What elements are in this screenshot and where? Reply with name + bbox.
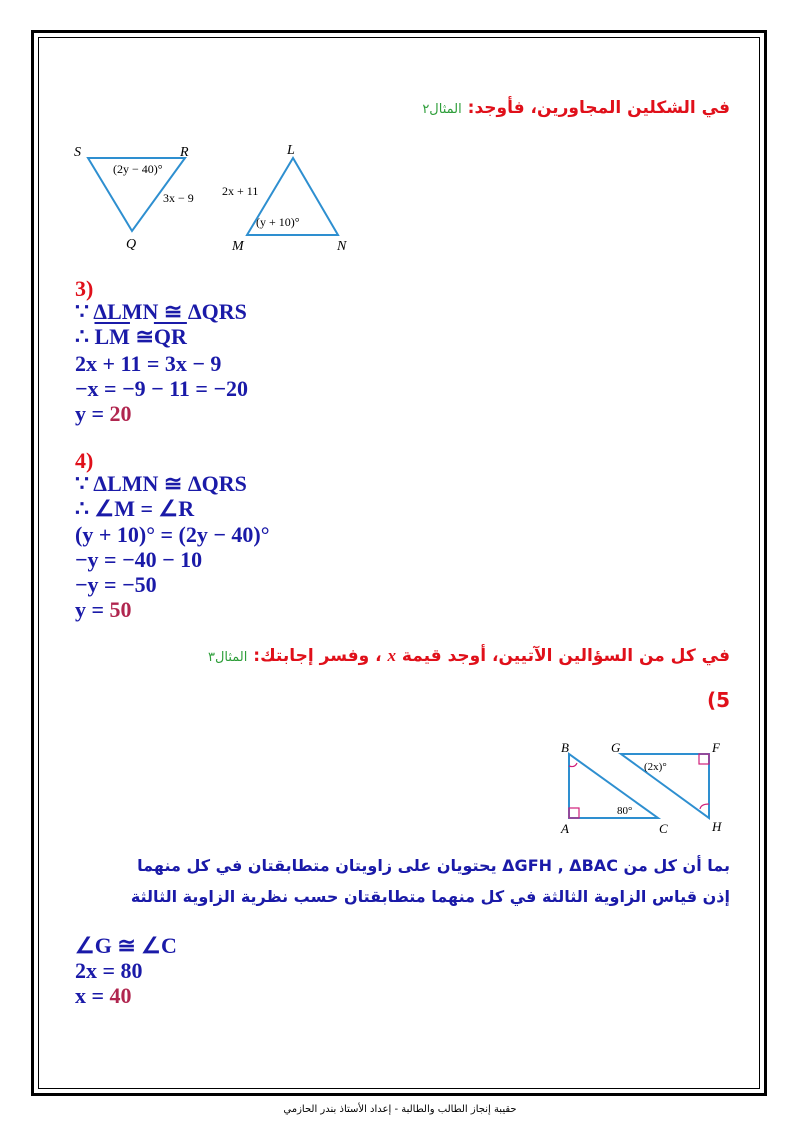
p3-line-3: 2x + 11 = 3x − 9 [75, 351, 222, 376]
vertex-c: C [659, 821, 668, 836]
p3-y-eq: y = [75, 401, 110, 426]
p5-x-eq: x = [75, 983, 110, 1008]
p5-explanation-1: بما أن كل من ΔGFH , ΔBAC يحتويان على زاويتان متطابقتان في كل منهما [137, 856, 730, 875]
question-heading-2 [208, 646, 730, 666]
segment-lm: $\overline{LM}$ [94, 324, 130, 349]
side-lm-label: 2x + 11 [222, 184, 259, 198]
right-angle-a-mark [569, 808, 579, 818]
example-ref: المثال٢ [422, 102, 462, 117]
vertex-m: M [232, 239, 244, 254]
p4-line-5: −y = −50 [75, 572, 157, 597]
vertex-n: N [337, 239, 347, 254]
page-footer: حقيبة إنجاز الطالب والطالبة - إعداد الأستاذ بندر الحازمي [283, 1104, 517, 1115]
p5-result: 40 [109, 983, 132, 1008]
right-angle-f-mark [699, 754, 709, 764]
p4-line-2: ∴ ∠M = ∠R [75, 496, 195, 521]
p4-line-4: −y = −40 − 10 [75, 547, 203, 572]
triangles-figure-1 [70, 138, 360, 258]
angle-g-label: (2x)° [644, 761, 667, 773]
vertex-l: L [287, 143, 295, 158]
p5-explanation-2: إذن قياس الزاوية الثالثة في كل منهما متطابقتان حسب نظرية الزاوية الثالثة [130, 887, 730, 906]
side-rq-label: 3x − 9 [163, 191, 194, 205]
angle-c-label: 80° [617, 805, 633, 817]
heading-text: في الشكلين المجاورين، فأوجد: [467, 98, 730, 118]
part-4-number: 4) [75, 448, 94, 473]
p3-line-4: −x = −9 − 11 = −20 [75, 376, 249, 401]
angle-b-mark [569, 763, 577, 767]
p5-line-2: 2x = 80 [75, 958, 143, 983]
vertex-h: H [712, 819, 722, 834]
angle-h-mark [700, 804, 709, 809]
p3-line-2 [75, 325, 187, 349]
p4-line-3: (y + 10)° = (2y − 40)° [75, 522, 270, 547]
vertex-r: R [180, 145, 189, 160]
part-3-number: 3) [75, 276, 94, 301]
p4-result: 50 [109, 597, 132, 622]
vertex-b: B [561, 740, 569, 755]
p3-line-1: ∵ ΔLMN ≅ ΔQRS [75, 299, 247, 324]
vertex-a: A [561, 821, 569, 836]
vertex-s: S [74, 145, 81, 160]
vertex-g: G [611, 740, 621, 755]
p4-line-1: ∵ ΔLMN ≅ ΔQRS [75, 471, 247, 496]
p4-y-eq: y = [75, 597, 110, 622]
part-5-number: 5) [706, 688, 730, 712]
p3-therefore: ∴ [75, 324, 95, 349]
vertex-f: F [712, 740, 720, 755]
p3-congruent: ≅ [129, 324, 154, 349]
p5-line-1: ∠G ≅ ∠C [75, 933, 177, 958]
p4-line-6 [75, 598, 132, 622]
heading-2-var-x: x [387, 646, 396, 665]
vertex-q: Q [126, 237, 137, 252]
triangles-figure-2 [555, 738, 735, 838]
heading-2-text-a: في كل من السؤالين الآتيين، أوجد قيمة [395, 646, 730, 666]
p5-line-3 [75, 984, 132, 1008]
angle-m-label: (y + 10)° [256, 215, 300, 229]
angle-r-label: (2y − 40)° [113, 162, 163, 176]
question-heading-1 [422, 98, 730, 118]
segment-qr: $\overline{QR}$ [153, 324, 187, 349]
heading-2-text-b: ، وفسر إجابتك: [253, 646, 388, 666]
p3-line-5 [75, 402, 132, 426]
example-ref-2: المثال٣ [207, 650, 248, 665]
p3-result: 20 [109, 401, 132, 426]
